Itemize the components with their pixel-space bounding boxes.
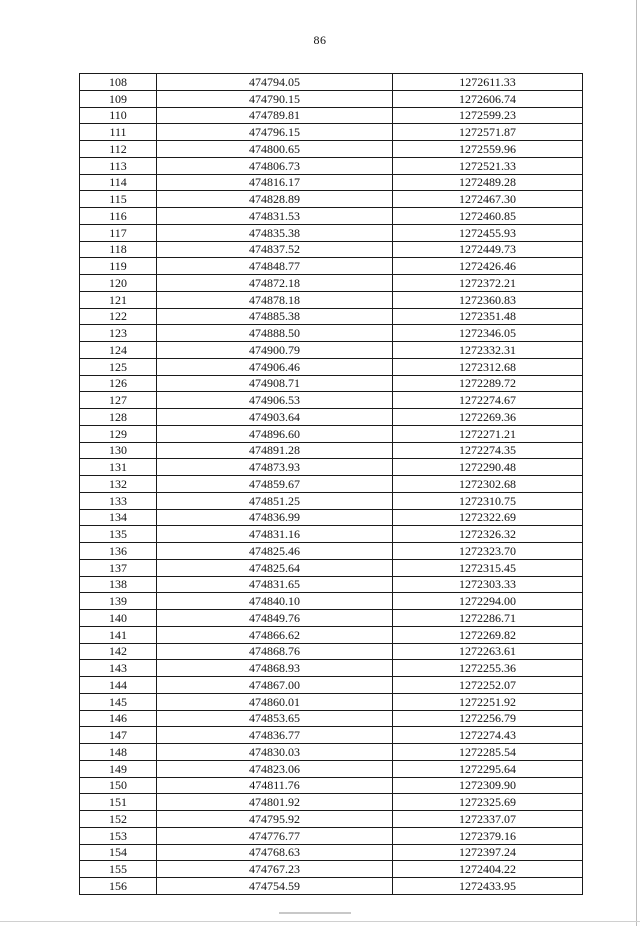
table-row: [80, 107, 583, 124]
x-coordinate-cell: 474866.62: [157, 626, 393, 643]
point-number-cell: 146: [80, 710, 157, 727]
y-coordinate-cell: 1272309.90: [393, 777, 583, 794]
table-row: [80, 693, 583, 710]
point-number-cell: 120: [80, 275, 157, 292]
y-coordinate-cell: 1272315.45: [393, 559, 583, 576]
y-coordinate-cell: 1272251.92: [393, 693, 583, 710]
table-row: [80, 777, 583, 794]
x-coordinate-cell: 474795.92: [157, 811, 393, 828]
x-coordinate-cell: 474767.23: [157, 861, 393, 878]
table-row: [80, 90, 583, 107]
y-coordinate-cell: 1272312.68: [393, 358, 583, 375]
point-number-cell: 109: [80, 90, 157, 107]
x-coordinate-cell: 474906.53: [157, 392, 393, 409]
point-number-cell: 142: [80, 643, 157, 660]
table-row: [80, 141, 583, 158]
point-number-cell: 123: [80, 325, 157, 342]
x-coordinate-cell: 474768.63: [157, 844, 393, 861]
table-row: [80, 174, 583, 191]
table-row: [80, 392, 583, 409]
table-row: [80, 442, 583, 459]
x-coordinate-cell: 474900.79: [157, 342, 393, 359]
y-coordinate-cell: 1272302.68: [393, 476, 583, 493]
y-coordinate-cell: 1272274.43: [393, 727, 583, 744]
x-coordinate-cell: 474806.73: [157, 157, 393, 174]
point-number-cell: 115: [80, 191, 157, 208]
x-coordinate-cell: 474836.77: [157, 727, 393, 744]
coordinates-table: [79, 73, 583, 895]
point-number-cell: 149: [80, 760, 157, 777]
x-coordinate-cell: 474837.52: [157, 241, 393, 258]
x-coordinate-cell: 474831.16: [157, 526, 393, 543]
y-coordinate-cell: 1272285.54: [393, 744, 583, 761]
table-row: [80, 559, 583, 576]
point-number-cell: 155: [80, 861, 157, 878]
table-row: [80, 811, 583, 828]
point-number-cell: 126: [80, 375, 157, 392]
point-number-cell: 141: [80, 626, 157, 643]
y-coordinate-cell: 1272404.22: [393, 861, 583, 878]
table-row: [80, 878, 583, 895]
point-number-cell: 110: [80, 107, 157, 124]
table-row: [80, 660, 583, 677]
point-number-cell: 151: [80, 794, 157, 811]
table-row: [80, 476, 583, 493]
y-coordinate-cell: 1272323.70: [393, 543, 583, 560]
table-row: [80, 626, 583, 643]
point-number-cell: 113: [80, 157, 157, 174]
point-number-cell: 117: [80, 224, 157, 241]
point-number-cell: 154: [80, 844, 157, 861]
coordinates-table-body: [80, 74, 583, 895]
x-coordinate-cell: 474860.01: [157, 693, 393, 710]
x-coordinate-cell: 474906.46: [157, 358, 393, 375]
table-row: [80, 543, 583, 560]
x-coordinate-cell: 474867.00: [157, 677, 393, 694]
x-coordinate-cell: 474835.38: [157, 224, 393, 241]
point-number-cell: 129: [80, 425, 157, 442]
point-number-cell: 153: [80, 827, 157, 844]
y-coordinate-cell: 1272372.21: [393, 275, 583, 292]
table-row: [80, 291, 583, 308]
y-coordinate-cell: 1272274.67: [393, 392, 583, 409]
y-coordinate-cell: 1272274.35: [393, 442, 583, 459]
x-coordinate-cell: 474754.59: [157, 878, 393, 895]
x-coordinate-cell: 474903.64: [157, 409, 393, 426]
point-number-cell: 111: [80, 124, 157, 141]
y-coordinate-cell: 1272606.74: [393, 90, 583, 107]
point-number-cell: 140: [80, 610, 157, 627]
y-coordinate-cell: 1272286.71: [393, 610, 583, 627]
point-number-cell: 144: [80, 677, 157, 694]
x-coordinate-cell: 474789.81: [157, 107, 393, 124]
x-coordinate-cell: 474896.60: [157, 425, 393, 442]
table-row: [80, 492, 583, 509]
y-coordinate-cell: 1272521.33: [393, 157, 583, 174]
x-coordinate-cell: 474830.03: [157, 744, 393, 761]
scan-edge-right: [636, 0, 637, 926]
table-row: [80, 744, 583, 761]
y-coordinate-cell: 1272360.83: [393, 291, 583, 308]
table-row: [80, 191, 583, 208]
point-number-cell: 116: [80, 208, 157, 225]
x-coordinate-cell: 474873.93: [157, 459, 393, 476]
x-coordinate-cell: 474811.76: [157, 777, 393, 794]
table-row: [80, 643, 583, 660]
x-coordinate-cell: 474800.65: [157, 141, 393, 158]
x-coordinate-cell: 474891.28: [157, 442, 393, 459]
table-row: [80, 509, 583, 526]
y-coordinate-cell: 1272332.31: [393, 342, 583, 359]
y-coordinate-cell: 1272379.16: [393, 827, 583, 844]
point-number-cell: 119: [80, 258, 157, 275]
table-row: [80, 308, 583, 325]
y-coordinate-cell: 1272455.93: [393, 224, 583, 241]
point-number-cell: 131: [80, 459, 157, 476]
y-coordinate-cell: 1272337.07: [393, 811, 583, 828]
x-coordinate-cell: 474849.76: [157, 610, 393, 627]
point-number-cell: 130: [80, 442, 157, 459]
x-coordinate-cell: 474790.15: [157, 90, 393, 107]
x-coordinate-cell: 474885.38: [157, 308, 393, 325]
y-coordinate-cell: 1272351.48: [393, 308, 583, 325]
y-coordinate-cell: 1272397.24: [393, 844, 583, 861]
x-coordinate-cell: 474859.67: [157, 476, 393, 493]
y-coordinate-cell: 1272611.33: [393, 74, 583, 91]
x-coordinate-cell: 474888.50: [157, 325, 393, 342]
table-row: [80, 593, 583, 610]
table-row: [80, 258, 583, 275]
table-row: [80, 241, 583, 258]
y-coordinate-cell: 1272256.79: [393, 710, 583, 727]
point-number-cell: 112: [80, 141, 157, 158]
table-row: [80, 727, 583, 744]
point-number-cell: 133: [80, 492, 157, 509]
table-row: [80, 224, 583, 241]
table-row: [80, 459, 583, 476]
table-row: [80, 124, 583, 141]
point-number-cell: 127: [80, 392, 157, 409]
y-coordinate-cell: 1272263.61: [393, 643, 583, 660]
point-number-cell: 132: [80, 476, 157, 493]
table-row: [80, 425, 583, 442]
y-coordinate-cell: 1272303.33: [393, 576, 583, 593]
point-number-cell: 121: [80, 291, 157, 308]
y-coordinate-cell: 1272294.00: [393, 593, 583, 610]
x-coordinate-cell: 474878.18: [157, 291, 393, 308]
x-coordinate-cell: 474851.25: [157, 492, 393, 509]
table-row: [80, 409, 583, 426]
x-coordinate-cell: 474831.65: [157, 576, 393, 593]
table-row: [80, 375, 583, 392]
x-coordinate-cell: 474868.76: [157, 643, 393, 660]
y-coordinate-cell: 1272346.05: [393, 325, 583, 342]
x-coordinate-cell: 474908.71: [157, 375, 393, 392]
point-number-cell: 136: [80, 543, 157, 560]
table-row: [80, 710, 583, 727]
y-coordinate-cell: 1272433.95: [393, 878, 583, 895]
y-coordinate-cell: 1272489.28: [393, 174, 583, 191]
x-coordinate-cell: 474816.17: [157, 174, 393, 191]
y-coordinate-cell: 1272271.21: [393, 425, 583, 442]
scan-edge-bottom: [0, 921, 640, 922]
y-coordinate-cell: 1272599.23: [393, 107, 583, 124]
x-coordinate-cell: 474840.10: [157, 593, 393, 610]
y-coordinate-cell: 1272325.69: [393, 794, 583, 811]
y-coordinate-cell: 1272269.36: [393, 409, 583, 426]
table-row: [80, 526, 583, 543]
x-coordinate-cell: 474828.89: [157, 191, 393, 208]
table-row: [80, 610, 583, 627]
table-row: [80, 827, 583, 844]
point-number-cell: 118: [80, 241, 157, 258]
footer-mark: [279, 912, 351, 914]
y-coordinate-cell: 1272322.69: [393, 509, 583, 526]
table-row: [80, 275, 583, 292]
y-coordinate-cell: 1272252.07: [393, 677, 583, 694]
table-row: [80, 358, 583, 375]
point-number-cell: 125: [80, 358, 157, 375]
x-coordinate-cell: 474825.46: [157, 543, 393, 560]
table-row: [80, 576, 583, 593]
table-row: [80, 760, 583, 777]
x-coordinate-cell: 474868.93: [157, 660, 393, 677]
table-row: [80, 861, 583, 878]
point-number-cell: 143: [80, 660, 157, 677]
x-coordinate-cell: 474776.77: [157, 827, 393, 844]
x-coordinate-cell: 474848.77: [157, 258, 393, 275]
point-number-cell: 138: [80, 576, 157, 593]
y-coordinate-cell: 1272571.87: [393, 124, 583, 141]
point-number-cell: 134: [80, 509, 157, 526]
x-coordinate-cell: 474801.92: [157, 794, 393, 811]
y-coordinate-cell: 1272326.32: [393, 526, 583, 543]
x-coordinate-cell: 474794.05: [157, 74, 393, 91]
point-number-cell: 135: [80, 526, 157, 543]
point-number-cell: 148: [80, 744, 157, 761]
x-coordinate-cell: 474823.06: [157, 760, 393, 777]
point-number-cell: 145: [80, 693, 157, 710]
point-number-cell: 150: [80, 777, 157, 794]
table-row: [80, 844, 583, 861]
point-number-cell: 156: [80, 878, 157, 895]
table-row: [80, 325, 583, 342]
x-coordinate-cell: 474872.18: [157, 275, 393, 292]
x-coordinate-cell: 474853.65: [157, 710, 393, 727]
y-coordinate-cell: 1272269.82: [393, 626, 583, 643]
y-coordinate-cell: 1272467.30: [393, 191, 583, 208]
point-number-cell: 122: [80, 308, 157, 325]
table-row: [80, 794, 583, 811]
y-coordinate-cell: 1272426.46: [393, 258, 583, 275]
table-row: [80, 208, 583, 225]
y-coordinate-cell: 1272559.96: [393, 141, 583, 158]
x-coordinate-cell: 474836.99: [157, 509, 393, 526]
point-number-cell: 137: [80, 559, 157, 576]
table-row: [80, 677, 583, 694]
y-coordinate-cell: 1272290.48: [393, 459, 583, 476]
point-number-cell: 114: [80, 174, 157, 191]
y-coordinate-cell: 1272449.73: [393, 241, 583, 258]
point-number-cell: 128: [80, 409, 157, 426]
x-coordinate-cell: 474831.53: [157, 208, 393, 225]
y-coordinate-cell: 1272255.36: [393, 660, 583, 677]
point-number-cell: 152: [80, 811, 157, 828]
point-number-cell: 108: [80, 74, 157, 91]
x-coordinate-cell: 474825.64: [157, 559, 393, 576]
y-coordinate-cell: 1272460.85: [393, 208, 583, 225]
x-coordinate-cell: 474796.15: [157, 124, 393, 141]
point-number-cell: 139: [80, 593, 157, 610]
page-number: 86: [313, 33, 327, 47]
y-coordinate-cell: 1272310.75: [393, 492, 583, 509]
table-row: [80, 157, 583, 174]
point-number-cell: 147: [80, 727, 157, 744]
table-row: [80, 74, 583, 91]
y-coordinate-cell: 1272295.64: [393, 760, 583, 777]
table-row: [80, 342, 583, 359]
point-number-cell: 124: [80, 342, 157, 359]
y-coordinate-cell: 1272289.72: [393, 375, 583, 392]
